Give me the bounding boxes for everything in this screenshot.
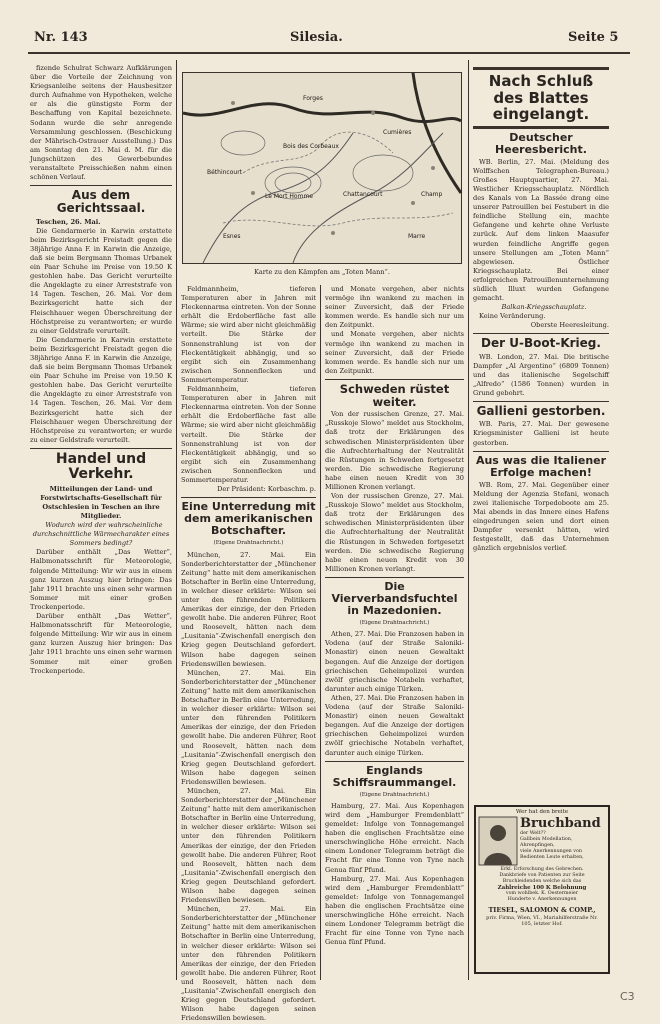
ad-line: Gallbein Modellation, Ahrenpfingen, bbox=[520, 837, 573, 848]
column-3 bbox=[325, 285, 464, 975]
article-top-more: und Monate vergehen, aber nichts vermöge ihn wankend zu machen in seiner Zuversicht, daß der Friede kommen werde. Es handle sich nur um den Zeitpunkt. bbox=[325, 330, 464, 375]
article-england: Hamburg, 27. Mai. Aus Kopenhagen wird dem „Hamburger Fremdenblatt“ gemeldet: Infolge von Tonnagemangel haben die englischen Frachtsätze eine unerschwingliche Höhe erreicht. Nach einem Londoner Telegramm beträgt die Fracht für eine Tonne von Tyne nach Genua fünf Pfund. bbox=[325, 801, 464, 874]
article-unterredung-end: München, 27. Mai. Ein Sonderberichterstatter der „Münchener Zeitung“ hatte mit dem amerikanischen Botschafter in Berlin eine Unterredung, in welcher dieser erklärte: Wilson sei unter den führenden Politikern Amerikas der einzige, der den Frieden gewollt habe. Die anderen Führer, Root und Roosevelt, hätten nach dem „Lusitania“-Zwischenfall energisch den Krieg gegen Deutschland gefordert. Wilson habe dagegen seinen Friedenswillen bewiesen. bbox=[181, 905, 316, 1023]
battle-map bbox=[182, 72, 462, 264]
article-gerichtssaal: Die Gendarmerie in Karwin erstattete beim Bezirksgericht Freistadt gegen die 38jährige Anna F. in Karwin die Anzeige, daß sie beim Bergmann Thomas Urbanek ein Paar Schuhe im Preise von 19.50 K gestohlen habe. Das Gericht verurteilte die Angeklagte zu einer Arreststrafe von 14 Tagen. Teschen, 26. Mai. Vor dem Bezirksgericht hatte sich der Fleischhauer wegen Überschreitung der Höchstpreise zu verantworten; er wurde zu einer Geldstrafe verurteilt. bbox=[30, 226, 172, 335]
article-unterredung-cont: München, 27. Mai. Ein Sonderberichterstatter der „Münchener Zeitung“ hatte mit dem amerikanischen Botschafter in Berlin eine Unterredung, in welcher dieser erklärte: Wilson sei unter den führenden Politikern Amerikas der einzige, der den Frieden gewollt habe. Die anderen Führer, Root und Roosevelt, hätten nach dem „Lusitania“-Zwischenfall energisch den Krieg gegen Deutschland gefordert. Wilson habe dagegen seinen Friedenswillen bewiesen. bbox=[181, 786, 316, 905]
heading-schweden: Schweden rüstet weiter. bbox=[339, 381, 450, 409]
heading-gerichtssaal: Aus dem Gerichtssaal. bbox=[56, 188, 146, 216]
article-vierverband-more: Athen, 27. Mai. Die Franzosen haben in Vodena (auf der Straße Saloniki-Monastir) einen neuen Gewaltakt begangen. Auf die Anzeige der dortigen griechischen Geheimpolizei wurden zwölf griechische Notabeln verhaftet, darunter auch einige Türken. bbox=[325, 693, 464, 757]
heading-vierverband: Die Vierverbandsfuchtel in Mazedonien. bbox=[331, 579, 458, 618]
signoff-heeresleitung: Oberste Heeresleitung. bbox=[530, 321, 609, 330]
handel-question: Wodurch wird der wahrscheinliche durchschnittliche Wärmecharakter eines Sommers bedingt? bbox=[32, 521, 170, 548]
column-rule-3 bbox=[468, 60, 469, 980]
handel-subheading: Mitteilungen der Land- und Forstwirtschafts-Gesellschaft für Ostschlesien in Teschen an ihre Mitglieder. bbox=[40, 484, 162, 520]
article-gerichtssaal-more: Die Gendarmerie in Karwin erstattete beim Bezirksgericht Freistadt gegen die 38jährige Anna F. in Karwin die Anzeige, daß sie beim Bergmann Thomas Urbanek ein Paar Schuhe im Preise von 19.50 K gestohlen habe. Das Gericht verurteilte die Angeklagte zu einer Arreststrafe von 14 Tagen. Teschen, 26. Mai. Vor dem Bezirksgericht hatte sich der Fleischhauer wegen Überschreitung der Höchstpreise zu verantworten; er wurde zu einer Geldstrafe verurteilt. bbox=[30, 335, 172, 444]
map-label: Chattancourt bbox=[343, 191, 383, 198]
article-intro: fizende Schulrat Schwarz Aufklärungen über die Vorteile der Zeichnung von Kriegsanleihe seitens der Hausbesitzer durch Aufnahme von Hypotheken, welche er als die günstigste Form der Beschaffung von Kapital bezeichnete. Sodann wurde die sehr anregende Versammlung geschlossen. (Beschickung der Mährisch-Ostrauer Ausstellung.) Das am Sonntag den 21. Mai d. M. für die Jungschützen des Gewerbebundes veranstaltete Preisschießen nahm einen schönen Verlauf. bbox=[30, 64, 172, 182]
masthead: Silesia. bbox=[290, 30, 343, 45]
ad-line: Zahlreiche 100 K Belohnung bbox=[497, 885, 587, 891]
ad-line: vom wohlbek. K. Oestermeier bbox=[505, 891, 579, 896]
column-1 bbox=[30, 64, 172, 974]
map-label: Béthincourt bbox=[207, 169, 243, 176]
heading-england: Englands Schiffsraummangel. bbox=[332, 763, 457, 789]
article-handel-more: Darüber enthält „Das Wetter“, Halbmonatsschrift für Meteorologie, folgende Mitteilung: Wir wir aus in einem ganz kurzen Auszug hier bringen: Das Jahr 1911 brachte uns einen sehr warmen Sommer mit einer großen Trockenperiode. bbox=[30, 612, 172, 675]
column-2 bbox=[181, 285, 316, 1023]
map-label: Champ bbox=[421, 191, 443, 198]
map-label: Esnes bbox=[223, 233, 241, 240]
heading-gallieni: Gallieni gestorben. bbox=[476, 404, 606, 419]
heading-handel: Handel und Verkehr. bbox=[55, 450, 147, 483]
article-continuation: Feldmannheim, tieferen Temperaturen aber in Jahren mit Fleckennarma eintreten. Von der Sonne erhält die Erdoberfläche fast alle Wärme; sie wird aber nicht gleichmäßig verteilt. Die Stärke der Sonnenstrahlung ist von der Fleckentätigkeit abhängig, und so ergibt sich ein Zusammenhang zwischen Sonnenflecken und Sommertemperatur. bbox=[181, 285, 316, 384]
article-handel: Darüber enthält „Das Wetter“, Halbmonatsschrift für Meteorologie, folgende Mitteilung: Wir wir aus in einem ganz kurzen Auszug hier bringen: Das Jahr 1911 brachte uns einen sehr warmen Sommer mit einer großen Trockenperiode. bbox=[30, 548, 172, 611]
heading-unterredung: Eine Unterredung mit dem amerikanischen Botschafter. bbox=[181, 500, 316, 538]
portrait-icon bbox=[479, 817, 517, 865]
article-top: und Monate vergehen, aber nichts vermöge ihn wankend zu machen in seiner Zuversicht, daß der Friede kommen werde. Es handle sich nur um den Zeitpunkt. bbox=[325, 285, 464, 330]
header-rule bbox=[28, 52, 630, 54]
article-schweden-more: Von der russischen Grenze, 27. Mai. „Russkoje Slowo“ meldet aus Stockholm, daß trotz der Erklärungen des schwedischen Ministerpräsidenten über die Aufrechterhaltung der Neutralität die Rüstungen in Schweden fortgesetzt werden. Die schwedische Regierung habe einen neuen Kredit von 30 Millionen Kronen verlangt. bbox=[325, 492, 464, 573]
article-schweden: Von der russischen Grenze, 27. Mai. „Russkoje Slowo“ meldet aus Stockholm, daß trotz der Erklärungen des schwedischen Ministerpräsidenten über die Aufrechterhaltung der Neutralität die Rüstungen in Schweden fortgesetzt werden. Die schwedische Regierung habe einen neuen Kredit von 30 Millionen Kronen verlangt. bbox=[325, 410, 464, 491]
ad-line: der Welt?? bbox=[520, 831, 546, 836]
map-label: Cumières bbox=[383, 129, 412, 136]
page-label: Seite 5 bbox=[568, 30, 619, 45]
source-note: (Eigene Drahtnachricht.) bbox=[359, 791, 430, 798]
article-continuation-more: Feldmannheim, tieferen Temperaturen aber in Jahren mit Fleckennarma eintreten. Von der Sonne erhält die Erdoberfläche fast alle Wärme; sie wird aber nicht gleichmäßig verteilt. Die Stärke der Sonnenstrahlung ist von der Fleckentätigkeit abhängig, und so ergibt sich ein Zusammenhang zwischen Sonnenflecken und Sommertemperatur. bbox=[181, 385, 316, 484]
ad-line: Bedienten Leute erhalten, bbox=[520, 855, 584, 860]
column-rule-1 bbox=[176, 60, 177, 980]
archive-mark: C3 bbox=[620, 990, 635, 1003]
heading-italiener: Aus was die Italiener Erfolge machen! bbox=[475, 453, 607, 479]
source-note: (Eigene Drahtnachricht.) bbox=[359, 620, 430, 627]
page-number: Nr. 143 bbox=[34, 30, 88, 45]
heading-nachschluss: Nach Schluß des Blattes eingelangt. bbox=[488, 72, 594, 123]
column-4 bbox=[473, 64, 609, 799]
ad-title: Bruchband bbox=[520, 816, 601, 831]
article-unterredung: München, 27. Mai. Ein Sonderberichterstatter der „Münchener Zeitung“ hatte mit dem amerikanischen Botschafter in Berlin eine Unterredung, in welcher dieser erklärte: Wilson sei unter den führenden Politikern Amerikas der einzige, der den Frieden gewollt habe. Die anderen Führer, Root und Roosevelt, hätten nach dem „Lusitania“-Zwischenfall energisch den Krieg gegen Deutschland gefordert. Wilson habe dagegen seinen Friedenswillen bewiesen. bbox=[181, 550, 316, 668]
ad-address: priv. Firma, Wien, VI., Mariahilferstraße Nr. 105, letzter Hof. bbox=[486, 915, 598, 927]
map-caption: Karte zu den Kämpfen am „Toten Mann“. bbox=[254, 268, 390, 276]
ad-line: viele Anerkennungen von bbox=[520, 849, 582, 854]
map-label: Marre bbox=[408, 233, 426, 240]
article-gallieni: WB. Paris, 27. Mai. Der gewesene Kriegsminister Gallieni ist heute gestorben. bbox=[473, 420, 609, 447]
ad-line: Bruchleidenden welche sich das bbox=[502, 879, 582, 884]
article-uboot: WB. London, 27. Mai. Die britische Dampfer „Al Argentino“ (6809 Tonnen) und das italienische Segelschiff „Alfredo“ (1586 Tonnen) wurden in Grund gebohrt. bbox=[473, 352, 609, 398]
dateline: Teschen, 26. Mai. bbox=[36, 217, 101, 226]
ad-line: Erkl. Erforschung des Gebrechen. bbox=[500, 867, 584, 872]
balkan-heading: Balkan-Kriegsschauplatz. bbox=[501, 303, 587, 312]
map-label: Bois des Corbeaux bbox=[283, 143, 339, 150]
map-label: Le Mort Homme bbox=[265, 193, 313, 200]
bruchband-advertisement bbox=[474, 805, 610, 974]
column-rule-2 bbox=[320, 285, 321, 980]
heading-heeresbericht: Deutscher Heeresbericht. bbox=[495, 130, 587, 156]
balkan-text: Keine Veränderung. bbox=[479, 312, 546, 321]
ad-top-line: Wer hat den breite bbox=[515, 809, 569, 815]
map-label: Forges bbox=[303, 95, 323, 102]
heading-uboot: Der U-Boot-Krieg. bbox=[481, 336, 601, 351]
ad-line: Hunderte v. Anerkennungen bbox=[507, 897, 577, 902]
article-unterredung-more: München, 27. Mai. Ein Sonderberichterstatter der „Münchener Zeitung“ hatte mit dem amerikanischen Botschafter in Berlin eine Unterredung, in welcher dieser erklärte: Wilson sei unter den führenden Politikern Amerikas der einzige, der den Frieden gewollt habe. Die anderen Führer, Root und Roosevelt, hätten nach dem „Lusitania“-Zwischenfall energisch den Krieg gegen Deutschland gefordert. Wilson habe dagegen seinen Friedenswillen bewiesen. bbox=[181, 668, 316, 786]
ad-company: TIESEL, SALOMON & COMP., bbox=[488, 906, 596, 914]
source-note: (Eigene Drahtnachricht.) bbox=[213, 540, 284, 547]
article-vierverband: Athen, 27. Mai. Die Franzosen haben in Vodena (auf der Straße Saloniki-Monastir) einen neuen Gewaltakt begangen. Auf die Anzeige der dortigen griechischen Geheimpolizei wurden zwölf griechische Notabeln verhaftet, darunter auch einige Türken. bbox=[325, 630, 464, 693]
ad-line: Dankbriefe von Patienten zur Seite bbox=[499, 873, 585, 878]
article-england-more: Hamburg, 27. Mai. Aus Kopenhagen wird dem „Hamburger Fremdenblatt“ gemeldet: Infolge von Tonnagemangel haben die englischen Frachtsätze eine unerschwingliche Höhe erreicht. Nach einem Londoner Telegramm beträgt die Fracht für eine Tonne von Tyne nach Genua fünf Pfund. bbox=[325, 874, 464, 947]
article-heeresbericht: WB. Berlin, 27. Mai. (Meldung des Wolffschen Telegraphen-Bureau.) Großes Hauptquartier, 27. Mai. Westlicher Kriegsschauplatz. Nördlich des Kanals von La Bassée drang eine unserer Patrouillen bei Festubert in die feindliche Stellung ein, machte Gefangene und kehrte ohne Verluste zurück. Auf dem linken Maasufer wurden feindliche Angriffe gegen unsere Stellungen am „Toten Mann“ abgewiesen. Östlicher Kriegsschauplatz. Bei einer erfolgreichen Patrouillenunternehmung südlich Illuxt wurden Gefangene gemacht. bbox=[473, 157, 609, 303]
article-italiener: WB. Rom, 27. Mai. Gegenüber einer Meldung der Agenzia Stefani, wonach zwei italienische Torpedoboote am 25. Mai abends in das Innere eines Hafens eingedrungen seien und dort einen Dampfer versenkt hätten, wird festgestellt, daß das Unternehmen gänzlich ergebnislos verlief. bbox=[473, 480, 609, 553]
signoff: Der Präsident: Korbaschm. p. bbox=[217, 485, 316, 494]
